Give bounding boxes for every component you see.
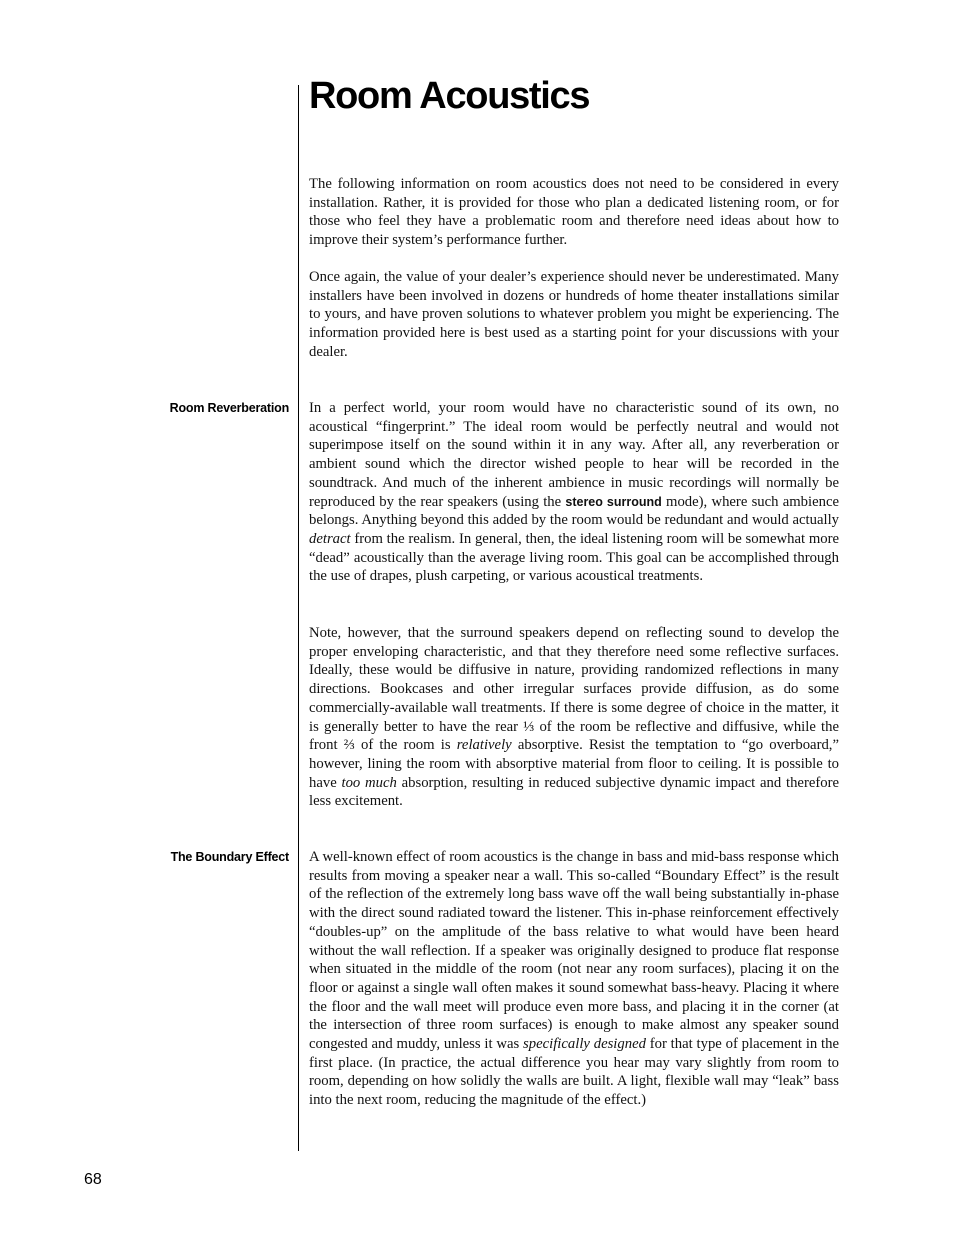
stereo-surround-mode-label: stereo surround <box>565 494 662 509</box>
page-number: 68 <box>84 1171 102 1188</box>
boundary-paragraph-1: A well-known effect of room acoustics is the change in bass and mid-bass response which results from moving a speaker near a wall. This so-called “Boundary Effect” is the result of the reflection of the extremely long bass wave off the wall being substantially in-phase with the direct sound radiated toward the listener. This in-phase reinforcement effectively “doubles-up” on the amplitude of the bass relative to what would have been heard without the wall reflection. If a speaker was originally designed to produce flat response when situated in the middle of the room (not near any room surfaces), placing it on the floor or against a single wall often makes it sound somewhat bass-heavy. Placing it where the floor and the wall meet will produce even more bass, and placing it in the corner (at the intersection of three room surfaces) is enough to make almost any speaker sound congested and muddy, unless it was specifically designed for that type of placement in the first place. (In practice, the actual difference you hear may vary slightly from room to room, depending on how solidly the walls are built. A light, flexible wall may “leak” bass into the next room, reducing the magnitude of the effect.) <box>309 849 839 1109</box>
page-title: Room Acoustics <box>309 75 590 117</box>
reverb-paragraph-2: Note, however, that the surround speakers depend on reflecting sound to develop the proper enveloping characteristic, and that they therefore need some reflective surfaces. Ideally, these would be diffusive in nature, providing randomized reflections in many directions. Bookcases and other irregular surfaces provide diffusion, as do some commercially-available wall treatments. If there is some degree of choice in the matter, it is generally better to have the rear ⅓ of the room be reflective and diffusive, while the front ⅔ of the room is relatively absorptive. Resist the temptation to “go overboard,” however, lining the room with absorptive material from floor to ceiling. It is possible to have too much absorption, resulting in reduced subjective dynamic impact and therefore less excitement. <box>309 625 839 810</box>
intro-paragraph-1: The following information on room acoustics does not need to be considered in every installation. Rather, it is provided for those who plan a dedicated listening room, or for those who feel they have a problematic room and therefore need ideas about how to improve their system’s performance further. <box>309 176 839 249</box>
margin-rule <box>298 85 299 1151</box>
section-heading-boundary-effect: The Boundary Effect <box>170 850 289 864</box>
intro-paragraph-2: Once again, the value of your dealer’s experience should never be underestimated. Many installers have been involved in dozens or hundreds of home theater installations similar to yours, and have proven solutions to whatever problem you might be experiencing. The information provided here is best used as a starting point for your discussions with your dealer. <box>309 269 839 360</box>
section-heading-room-reverberation: Room Reverberation <box>169 401 289 415</box>
reverb-paragraph-1: In a perfect world, your room would have no characteristic sound of its own, no acoustical “fingerprint.” The ideal room would be perfectly neutral and would not superimpose itself on the sound within it in any way. After all, any reverberation or ambient sound which the director wished people to hear will be recorded in the soundtrack. And much of the inherent ambience in music recordings will normally be reproduced by the rear speakers (using the stereo surround mode), where such ambience belongs. Anything beyond this added by the room would be redundant and would actually detract from the realism. In general, then, the ideal listening room will be somewhat more “dead” acoustically than the average living room. This goal can be accomplished through the use of drapes, plush carpeting, or various acoustical treatments. <box>309 400 839 585</box>
